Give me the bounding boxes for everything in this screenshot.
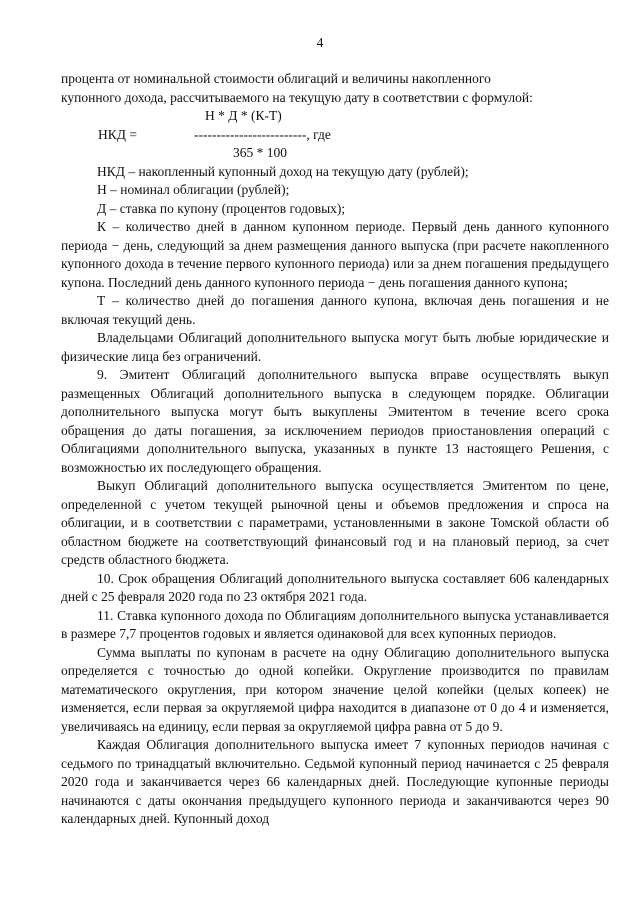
definition-nkd: НКД – накопленный купонный доход на текущую дату (рублей); [97, 163, 469, 179]
definition-t: Т – количество дней до погашения данного купона, включая день погашения и не включая текущий день. [61, 293, 609, 327]
document-body [61, 70, 609, 829]
intro-line: процента от номинальной стоимости облигаций и величины накопленного [61, 71, 491, 86]
formula-lhs: НКД = [98, 126, 137, 142]
paragraph-item-10: 10. Срок обращения Облигаций дополнительного выпуска составляет 606 календарных дней с 25 февраля 2020 года по 23 октября 2021 года. [61, 570, 609, 604]
paragraph-buyback-price: Выкуп Облигаций дополнительного выпуска осуществляется Эмитентом по цене, определенной с учетом текущей рыночной цены и объемов предложения и спроса на облигации, и в соответствии с параметрами, установленными в законе Томской области об областном бюджете на соответствующий финансовый год и на плановый период, за счет средств областного бюджета. [61, 478, 609, 567]
paragraph-item-11: 11. Ставка купонного дохода по Облигациям дополнительного выпуска устанавливается в размере 7,7 процентов годовых и является одинаковой для всех купонных периодов. [61, 607, 609, 641]
formula-denominator: 365 * 100 [233, 145, 287, 160]
nkd-formula [61, 107, 609, 163]
paragraph-rounding: Сумма выплаты по купонам в расчете на одну Облигацию дополнительного выпуска определяется с точностью до одной копейки. Округление производится по правилам математического округления, при котором значение целой копейки (целых копеек) не изменяется, если первая за округляемой цифра находится в диапазоне от 0 до 4 и изменяется, увеличиваясь на единицу, если первая за округляемой цифра равна от 5 до 9. [61, 644, 609, 734]
page-number: 4 [316, 35, 324, 50]
definition-k: К – количество дней в данном купонном периоде. Первый день данного купонного периода − день, следующий за днем размещения данного выпуска (при расчете накопленного купонного дохода в течение первого купонного периода) или за днем погашения предыдущего купона. Последний день данного купонного периода − день погашения данного купона; [61, 219, 609, 290]
definition-d: Д – ставка по купону (процентов годовых); [97, 200, 346, 216]
definition-h: Н – номинал облигации (рублей); [97, 182, 290, 197]
formula-fraction-line: -------------------------, где [194, 126, 331, 142]
paragraph-holders: Владельцами Облигаций дополнительного выпуска могут быть любые юридические и физические лица без ограничений. [61, 330, 609, 364]
intro-line: купонного дохода, рассчитываемого на текущую дату в соответствии с формулой: [61, 89, 533, 105]
formula-numerator: Н * Д * (К-Т) [205, 108, 282, 123]
formula-row [98, 126, 609, 145]
paragraph-coupon-periods: Каждая Облигация дополнительного выпуска имеет 7 купонных периодов начиная с седьмого по тринадцатый включительно. Седьмой купонный период начинается с 25 февраля 2020 года и заканчивается через 66 календарных дней. Последующие купонные периоды начинаются с даты окончания предыдущего купонного периода и заканчиваются через 90 календарных дней. Купонный доход [61, 737, 609, 826]
paragraph-item-9: 9. Эмитент Облигаций дополнительного выпуска вправе осуществлять выкуп размещенных Облигаций дополнительного выпуска в следующем порядке. Облигации дополнительного выпуска могут быть выкуплены Эмитентом в течение всего срока обращения до даты погашения, за исключением периодов приостановления операций с Облигациями дополнительного выпуска, указанных в пункте 13 настоящего Решения, с возможностью их последующего обращения. [61, 367, 609, 475]
